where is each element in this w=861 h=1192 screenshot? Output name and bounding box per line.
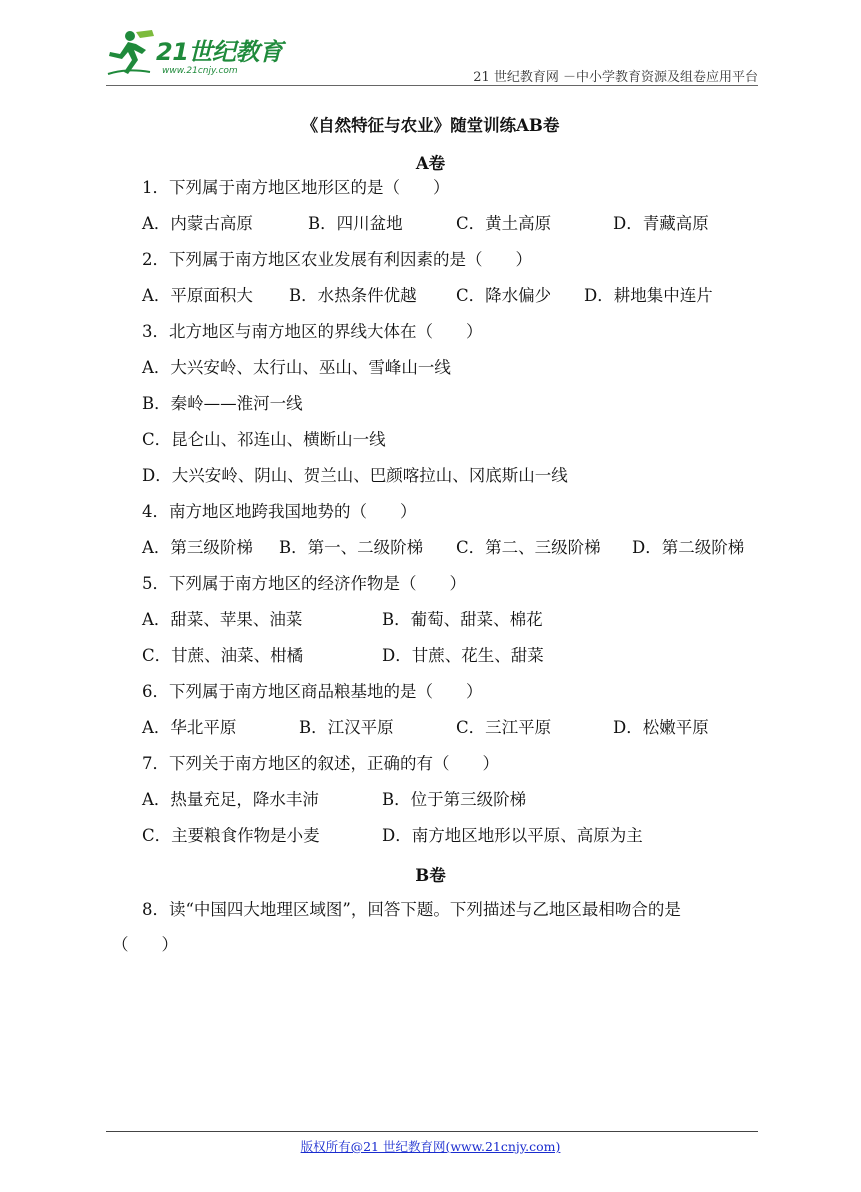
question-3-stem: 3．北方地区与南方地区的界线大体在（ ）: [142, 322, 483, 341]
option-b[interactable]: B．江汉平原: [299, 718, 394, 737]
option-d[interactable]: D．甘蔗、花生、甜菜: [382, 646, 544, 665]
option-d[interactable]: D．大兴安岭、阴山、贺兰山、巴颜喀拉山、冈底斯山一线: [142, 466, 568, 485]
option-a[interactable]: A．华北平原: [142, 718, 237, 737]
header-tagline: 21 世纪教育网 －中小学教育资源及组卷应用平台: [473, 70, 758, 85]
option-c[interactable]: C．主要粮食作物是小麦: [142, 826, 320, 845]
option-b[interactable]: B．葡萄、甜菜、棉花: [382, 610, 543, 629]
option-a[interactable]: A．热量充足，降水丰沛: [142, 790, 319, 809]
option-c[interactable]: C．三江平原: [456, 718, 552, 737]
option-a[interactable]: A．大兴安岭、太行山、巫山、雪峰山一线: [142, 358, 451, 377]
question-2-stem: 2．下列属于南方地区农业发展有利因素的是（ ）: [142, 250, 532, 269]
option-b[interactable]: B．四川盆地: [308, 214, 403, 233]
header-divider: [106, 85, 758, 86]
option-c[interactable]: C．昆仑山、祁连山、横断山一线: [142, 430, 386, 449]
logo-text: 21世纪教育: [156, 38, 283, 66]
option-d[interactable]: D．青藏高原: [613, 214, 709, 233]
option-d[interactable]: D．第二级阶梯: [632, 538, 745, 557]
option-a[interactable]: A．平原面积大: [142, 286, 253, 305]
question-6-stem: 6．下列属于南方地区商品粮基地的是（ ）: [142, 682, 483, 701]
site-logo[interactable]: [106, 28, 286, 84]
option-d[interactable]: D．耕地集中连片: [584, 286, 713, 305]
section-b-heading: B卷: [415, 866, 446, 885]
option-b[interactable]: B．秦岭——淮河一线: [142, 394, 303, 413]
question-8-answer-blank: （ ）: [112, 935, 178, 954]
question-5-stem: 5．下列属于南方地区的经济作物是（ ）: [142, 574, 466, 593]
document-title: 《自然特征与农业》随堂训练AB卷: [301, 116, 560, 135]
runner-icon: [106, 28, 158, 78]
option-a[interactable]: A．第三级阶梯: [142, 538, 253, 557]
question-1-stem: 1．下列属于南方地区地形区的是（ ）: [142, 178, 450, 197]
section-a-heading: A卷: [415, 154, 446, 173]
option-c[interactable]: C．降水偏少: [456, 286, 552, 305]
footer-divider: [106, 1131, 758, 1132]
option-c[interactable]: C．甘蔗、油菜、柑橘: [142, 646, 304, 665]
option-c[interactable]: C．第二、三级阶梯: [456, 538, 601, 557]
option-a[interactable]: A．甜菜、苹果、油菜: [142, 610, 303, 629]
page-header: [106, 28, 758, 86]
logo-url: www.21cnjy.com: [162, 66, 238, 76]
option-b[interactable]: B．位于第三级阶梯: [382, 790, 527, 809]
option-c[interactable]: C．黄土高原: [456, 214, 552, 233]
question-4-stem: 4．南方地区地跨我国地势的（ ）: [142, 502, 417, 521]
option-b[interactable]: B．水热条件优越: [289, 286, 417, 305]
option-d[interactable]: D．松嫩平原: [613, 718, 709, 737]
option-d[interactable]: D．南方地区地形以平原、高原为主: [382, 826, 643, 845]
option-b[interactable]: B．第一、二级阶梯: [279, 538, 424, 557]
question-8-stem: 8．读“中国四大地理区域图”，回答下题。下列描述与乙地区最相吻合的是: [142, 900, 681, 919]
question-7-stem: 7．下列关于南方地区的叙述，正确的有（ ）: [142, 754, 499, 773]
footer-copyright-link[interactable]: 版权所有@21 世纪教育网(www.21cnjy.com): [300, 1139, 561, 1154]
option-a[interactable]: A．内蒙古高原: [142, 214, 253, 233]
